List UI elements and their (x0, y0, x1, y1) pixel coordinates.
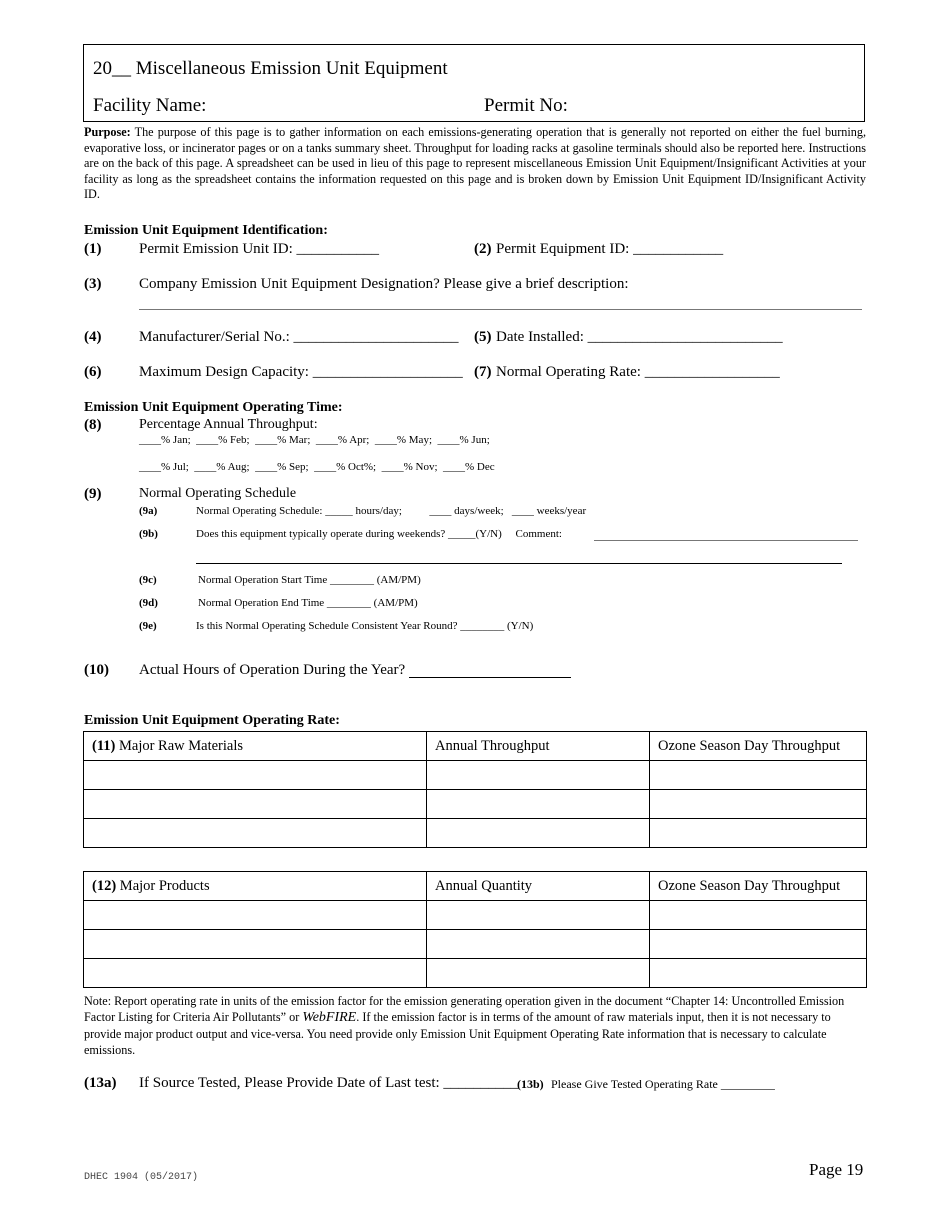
purpose-label: Purpose: (84, 125, 131, 139)
note-text-b: . If the emission factor is in terms of the amount of raw materials input, then it is not necessary to provide major product output and vice-versa. You need provide only Emission Unit Equipment Operating Rate information that is necessary to calculate emissions. (84, 1010, 831, 1057)
purpose-text: The purpose of this page is to gather information on each emissions-generating operation that is generally not reported on either the fuel burning, evaporative loss, or incinerator pages or on a tanks summary sheet. Throughput for loading racks at gasoline terminals should also be reported here. Instructions are on the back of this page. A spreadsheet can be used in lieu of this page to represent miscellaneous Emission Unit Equipment/Insignificant Activities at your facility as long as the spreadsheet contains the information requested on this page and is broken down by Emission Unit Equipment ID/Insignificant Activity ID. (84, 125, 866, 202)
note-webfire: WebFIRE (302, 1010, 357, 1025)
q9b-number: (9b) (139, 528, 158, 540)
table-cell[interactable] (84, 761, 427, 790)
year-round-field[interactable]: Is this Normal Operating Schedule Consistent Year Round? ________ (Y/N) (196, 620, 534, 632)
q6-number: (6) (84, 364, 102, 380)
annual-throughput-label: Percentage Annual Throughput: (139, 417, 318, 432)
q4-number: (4) (84, 329, 102, 345)
end-time-field[interactable]: Normal Operation End Time ________ (AM/PM) (198, 597, 418, 609)
max-design-capacity-field[interactable]: Maximum Design Capacity: ____________________ (139, 364, 463, 380)
q9e-number: (9e) (139, 620, 157, 632)
q7-number: (7) (474, 364, 492, 380)
start-time-field[interactable]: Normal Operation Start Time ________ (AM/PM) (198, 574, 421, 586)
comment-continuation-line[interactable] (196, 563, 842, 564)
table-row (84, 901, 867, 930)
major-products-col-label: Major Products (119, 877, 210, 894)
table-cell[interactable] (84, 959, 427, 988)
note-text-a: Note: Report operating rate in units of the emission factor for the emission generating operation given in the document “Chapter 14: Uncontrolled Emission Factor Listing for Criteria Air Pollutants” or (84, 994, 845, 1024)
q11-number: (11) (92, 737, 116, 754)
table-cell[interactable] (650, 819, 867, 848)
weekend-operation-field[interactable]: Does this equipment typically operate during weekends? _____(Y/N) Comment: (196, 528, 562, 540)
table-cell[interactable] (427, 959, 650, 988)
comment-input-line[interactable] (594, 540, 858, 541)
actual-hours-label: Actual Hours of Operation During the Year? (139, 662, 406, 678)
table-cell[interactable] (84, 819, 427, 848)
q1-number: (1) (84, 241, 102, 257)
q10-number: (10) (84, 662, 109, 678)
major-products-table (83, 871, 867, 988)
q2-number: (2) (474, 241, 492, 257)
normal-operating-rate-field[interactable]: Normal Operating Rate: __________________ (496, 364, 780, 380)
schedule-hours-days-weeks-field[interactable]: Normal Operating Schedule: _____ hours/day; ____ days/week; ____ weeks/year (196, 505, 587, 517)
q13a-number: (13a) (84, 1075, 117, 1091)
table-cell[interactable] (427, 790, 650, 819)
annual-quantity-header: Annual Quantity (427, 872, 650, 901)
permit-equipment-id-field[interactable]: Permit Equipment ID: ____________ (496, 241, 724, 257)
table-cell[interactable] (84, 790, 427, 819)
form-id: DHEC 1904 (05/2017) (84, 1172, 199, 1183)
permit-no-label: Permit No: (484, 95, 568, 116)
operating-rate-note (84, 993, 866, 1058)
q9-number: (9) (84, 486, 102, 502)
table-row (84, 930, 867, 959)
table-header-row (84, 872, 867, 901)
operating-rate-heading: Emission Unit Equipment Operating Rate: (84, 713, 340, 728)
table-row (84, 790, 867, 819)
annual-throughput-header: Annual Throughput (427, 732, 650, 761)
ozone-season-throughput-header: Ozone Season Day Throughput (650, 732, 867, 761)
table-cell[interactable] (84, 930, 427, 959)
table-cell[interactable] (427, 761, 650, 790)
q5-number: (5) (474, 329, 492, 345)
ozone-season-throughput-header: Ozone Season Day Throughput (650, 872, 867, 901)
table-cell[interactable] (427, 901, 650, 930)
q13b-number: (13b) (517, 1077, 544, 1091)
normal-operating-schedule-label: Normal Operating Schedule (139, 486, 297, 501)
identification-heading: Emission Unit Equipment Identification: (84, 223, 328, 238)
table-row (84, 761, 867, 790)
manufacturer-serial-field[interactable]: Manufacturer/Serial No.: ______________________ (139, 329, 459, 345)
table-cell[interactable] (650, 959, 867, 988)
table-row (84, 819, 867, 848)
months-row-2[interactable]: ____% Jul; ____% Aug; ____% Sep; ____% Oct%; ____% Nov; ____% Dec (139, 461, 495, 473)
table-cell[interactable] (650, 930, 867, 959)
table-cell[interactable] (650, 790, 867, 819)
page-title: 20__ Miscellaneous Emission Unit Equipment (93, 58, 448, 79)
table-cell[interactable] (427, 930, 650, 959)
raw-materials-col-label: Major Raw Materials (118, 737, 244, 754)
operating-time-heading: Emission Unit Equipment Operating Time: (84, 400, 343, 415)
purpose-paragraph (84, 125, 866, 203)
table-cell[interactable] (427, 819, 650, 848)
designation-label: Company Emission Unit Equipment Designation? Please give a brief description: (139, 276, 629, 292)
raw-materials-table (83, 731, 867, 848)
q8-number: (8) (84, 417, 102, 433)
q9c-number: (9c) (139, 574, 157, 586)
months-row-1[interactable]: ____% Jan; ____% Feb; ____% Mar; ____% Apr; ____% May; ____% Jun; (139, 434, 490, 446)
q12-number: (12) (92, 877, 117, 894)
date-installed-field[interactable]: Date Installed: __________________________ (496, 329, 783, 345)
q3-number: (3) (84, 276, 102, 292)
designation-input-line[interactable] (139, 309, 862, 310)
raw-materials-header (84, 732, 427, 761)
table-cell[interactable] (84, 901, 427, 930)
table-header-row (84, 732, 867, 761)
table-row (84, 959, 867, 988)
page-number: Page 19 (809, 1160, 864, 1179)
table-cell[interactable] (650, 761, 867, 790)
actual-hours-input-line[interactable] (409, 677, 571, 678)
facility-name-label: Facility Name: (93, 95, 207, 116)
permit-emission-unit-id-field[interactable]: Permit Emission Unit ID: ___________ (139, 241, 379, 257)
last-test-date-field[interactable]: If Source Tested, Please Provide Date of Last test: __________ (139, 1075, 519, 1091)
q9d-number: (9d) (139, 597, 158, 609)
q9a-number: (9a) (139, 505, 158, 517)
tested-operating-rate-field[interactable]: Please Give Tested Operating Rate _________ (551, 1077, 775, 1091)
table-cell[interactable] (650, 901, 867, 930)
major-products-header (84, 872, 427, 901)
